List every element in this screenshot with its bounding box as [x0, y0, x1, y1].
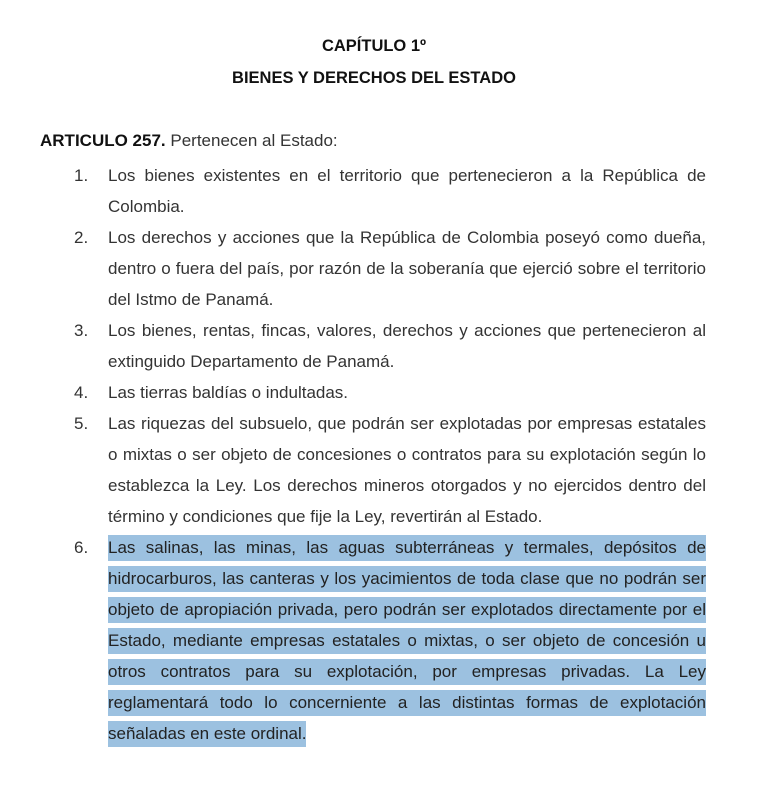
chapter-subtitle: BIENES Y DERECHOS DEL ESTADO — [232, 69, 516, 87]
list-item[interactable] — [0, 315, 780, 377]
list-item-text[interactable]: Los bienes, rentas, fincas, valores, derechos y acciones que pertenecieron al extinguido Departamento de Panamá. — [108, 321, 706, 371]
list-item-text[interactable] — [108, 532, 706, 749]
list-item[interactable] — [0, 408, 780, 532]
selected-text-highlight[interactable]: Las salinas, las minas, las aguas subterráneas y termales, depósitos de hidrocarburos, las canteras y los yacimientos de toda clase que no podrán ser objeto de apropiación privada, pero podrán ser explotados directamente por el Estado, mediante empresas estatales o mixtas, o ser objeto de concesión u otros contratos para su explotación, por empresas privadas. La Ley reglamentará todo lo concerniente a las distintas formas de explotación señaladas en este ordinal. — [108, 535, 706, 747]
article-intro: Pertenecen al Estado: — [165, 131, 338, 150]
article-items-list — [0, 160, 780, 749]
list-item-number: 3. — [74, 321, 89, 340]
list-item-number: 4. — [74, 383, 89, 402]
list-item-text[interactable]: Las tierras baldías o indultadas. — [108, 383, 349, 402]
list-item[interactable] — [0, 160, 780, 222]
list-item-number: 5. — [74, 414, 89, 433]
list-item-number: 6. — [74, 538, 89, 557]
list-item-number: 2. — [74, 228, 89, 247]
list-item-number: 1. — [74, 166, 89, 185]
list-item[interactable] — [0, 222, 780, 315]
list-item-text[interactable]: Los derechos y acciones que la República de Colombia poseyó como dueña, dentro o fuera del país, por razón de la soberanía que ejerció sobre el territorio del Istmo de Panamá. — [108, 228, 706, 309]
list-item-selected[interactable] — [0, 532, 780, 749]
chapter-title: CAPÍTULO 1º — [321, 37, 427, 55]
list-item-text[interactable]: Los bienes existentes en el territorio que pertenecieron a la República de Colombia. — [108, 166, 706, 216]
list-item[interactable] — [0, 377, 780, 408]
list-item-text[interactable]: Las riquezas del subsuelo, que podrán ser explotadas por empresas estatales o mixtas o ser objeto de concesiones o contratos para su explotación según lo establezca la Ley. Los derechos mineros otorgados y no ejercidos dentro del término y condiciones que fije la Ley, revertirán al Estado. — [108, 414, 706, 526]
article-number: ARTICULO 257. — [40, 131, 166, 150]
article-heading — [40, 131, 338, 151]
